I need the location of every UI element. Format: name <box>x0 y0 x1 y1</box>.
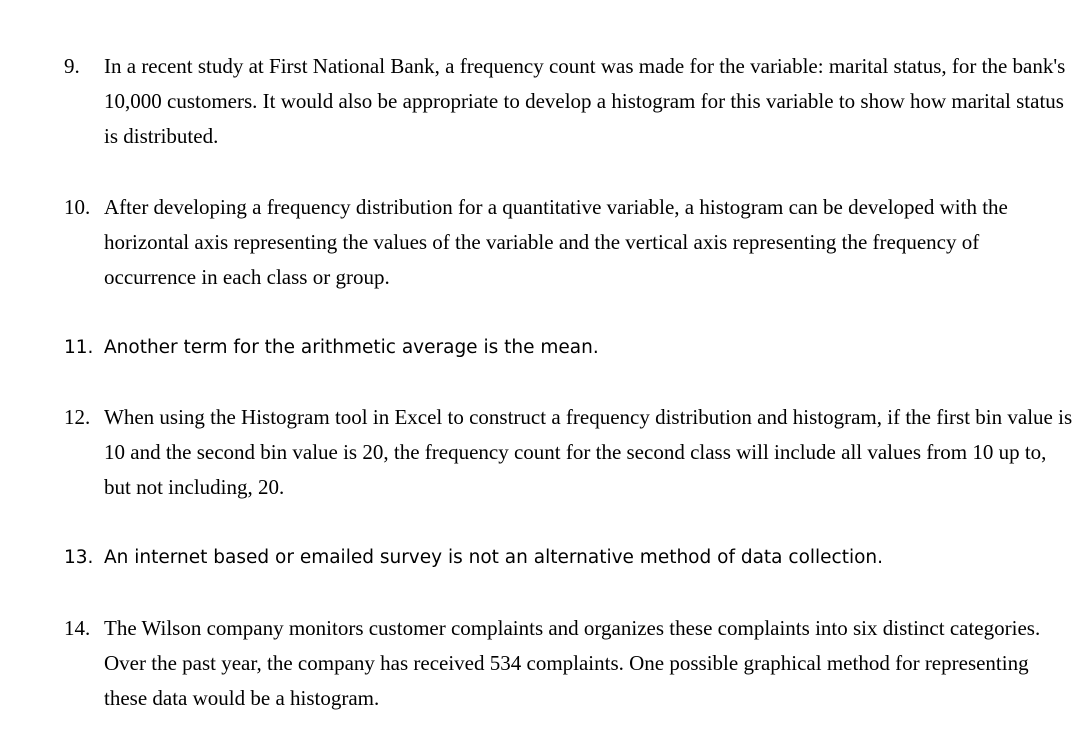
question-11 <box>64 334 1074 362</box>
question-number: 12. <box>64 405 91 429</box>
question-text: Another term for the arithmetic average is the mean. <box>104 337 599 358</box>
question-number: 10. <box>64 195 91 219</box>
question-number: 11. <box>64 337 94 358</box>
question-number: 9. <box>64 54 80 78</box>
question-text: In a recent study at First National Bank, a frequency count was made for the variable: marital status, for the bank's 10,000 customers. It would also be appropriate to develop a histogram for this variable to show how marital status is distributed. <box>104 54 1066 148</box>
question-number: 13. <box>64 547 94 568</box>
question-text: After developing a frequency distribution for a quantitative variable, a histogram can be developed with the horizontal axis representing the values of the variable and the vertical axis representing the frequency of occurrence in each class or group. <box>104 195 1008 289</box>
question-12 <box>64 400 1074 505</box>
question-text: When using the Histogram tool in Excel to construct a frequency distribution and histogram, if the first bin value is 10 and the second bin value is 20, the frequency count for the second class will include all values from 10 up to, but not including, 20. <box>104 405 1073 499</box>
question-text: The Wilson company monitors customer complaints and organizes these complaints into six distinct categories. Over the past year, the company has received 534 complaints. One possible graphical method for representing these data would be a histogram. <box>104 616 1041 710</box>
question-14 <box>64 611 1074 716</box>
question-text: An internet based or emailed survey is not an alternative method of data collection. <box>104 547 884 568</box>
question-10 <box>64 190 1074 295</box>
question-number: 14. <box>64 616 91 640</box>
question-9 <box>64 49 1074 154</box>
question-13 <box>64 544 1074 572</box>
